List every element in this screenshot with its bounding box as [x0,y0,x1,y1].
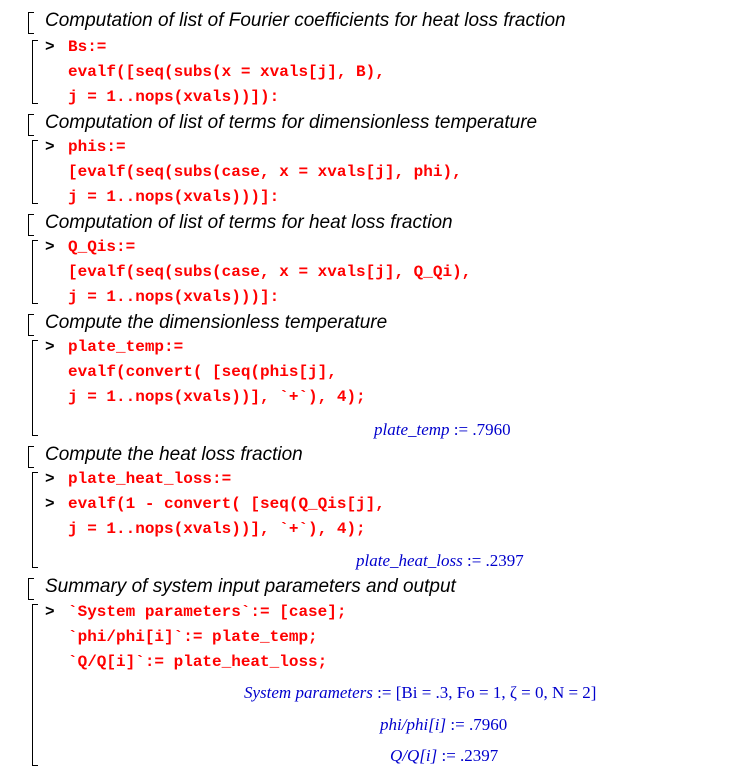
output-line [244,683,596,703]
code-line[interactable]: evalf([seq(subs(x = xvals[j], B), [68,63,385,81]
code-line[interactable]: `phi/phi[i]`:= plate_temp; [68,628,318,646]
section-bracket[interactable] [28,214,29,236]
code-line[interactable]: Bs:= [68,38,107,56]
output-value: [Bi = .3, Fo = 1, ζ = 0, N = 2] [395,683,597,702]
output-name: phi/phi[i] [380,715,447,734]
execution-group-bracket[interactable] [32,240,33,304]
code-line[interactable]: phis:= [68,138,126,156]
code-line[interactable]: [evalf(seq(subs(case, x = xvals[j], Q_Qi), [68,263,472,281]
output-line [356,551,524,571]
section-title: Computation of list of terms for dimensionless temperature [45,112,538,133]
code-line[interactable]: `Q/Q[i]`:= plate_heat_loss; [68,653,328,671]
section-bracket[interactable] [28,578,29,600]
section-bracket[interactable] [28,12,29,34]
section-title: Compute the heat loss fraction [45,444,303,465]
prompt-symbol: > [45,138,55,156]
execution-group-bracket[interactable] [32,472,33,568]
output-value: .2397 [485,551,524,570]
output-value: .7960 [468,715,508,734]
prompt-symbol: > [45,470,55,488]
code-line[interactable]: plate_temp:= [68,338,184,356]
assign-symbol: := [450,715,465,734]
section-title: Computation of list of terms for heat loss fraction [45,212,453,233]
code-line[interactable]: evalf(1 - convert( [seq(Q_Qis[j], [68,495,385,513]
code-line[interactable]: `System parameters`:= [case]; [68,603,347,621]
code-line[interactable]: plate_heat_loss:= [68,470,232,488]
prompt-symbol: > [45,603,55,621]
section-title: Compute the dimensionless temperature [45,312,388,333]
output-value: .2397 [460,746,499,765]
code-line[interactable]: j = 1..nops(xvals))], `+`), 4); [68,388,366,406]
section-bracket[interactable] [28,314,29,336]
prompt-symbol: > [45,38,55,56]
code-line[interactable]: j = 1..nops(xvals)))]: [68,288,280,306]
section-title: Summary of system input parameters and output [45,576,456,597]
code-line[interactable]: evalf(convert( [seq(phis[j], [68,363,337,381]
prompt-symbol: > [45,238,55,256]
output-line [380,715,507,735]
execution-group-bracket[interactable] [32,140,33,204]
code-line[interactable]: j = 1..nops(xvals))]): [68,88,280,106]
section-bracket[interactable] [28,114,29,136]
execution-group-bracket[interactable] [32,40,33,104]
code-line[interactable]: j = 1..nops(xvals))], `+`), 4); [68,520,366,538]
code-line[interactable]: j = 1..nops(xvals)))]: [68,188,280,206]
output-name: System parameters [244,683,373,702]
assign-symbol: := [466,551,482,570]
execution-group-bracket[interactable] [32,340,33,436]
section-bracket[interactable] [28,446,29,468]
assign-symbol: := [441,746,456,765]
section-title: Computation of list of Fourier coefficients for heat loss fraction [45,10,566,31]
output-name: plate_temp [374,420,450,439]
code-line[interactable]: Q_Qis:= [68,238,136,256]
prompt-symbol: > [45,338,55,356]
prompt-symbol: > [45,495,55,513]
assign-symbol: := [453,420,469,439]
assign-symbol: := [377,683,392,702]
output-line [390,746,498,766]
code-line[interactable]: [evalf(seq(subs(case, x = xvals[j], phi), [68,163,462,181]
output-line [374,420,511,440]
output-value: .7960 [472,420,511,439]
output-name: plate_heat_loss [356,551,463,570]
execution-group-bracket[interactable] [32,604,33,766]
output-name: Q/Q[i] [390,746,438,765]
